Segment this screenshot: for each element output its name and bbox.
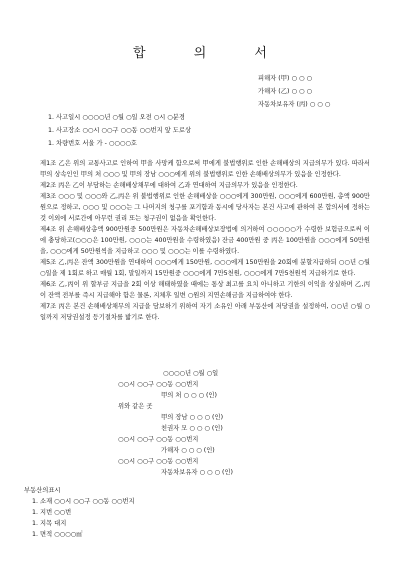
signature-victim-wife: 甲의 처 ○ ○ ○ (인) — [161, 392, 217, 399]
signature-date: ○○○○년 ○월 ○일 — [163, 370, 219, 377]
property-item: 1. 지목 대지 — [32, 520, 67, 527]
signature-same-address: 위와 같은 곳 — [118, 403, 153, 410]
property-item: 1. 소재 ○○시 ○○구 ○○동 ○○번지 — [32, 498, 135, 505]
signature-perpetrator: 가해자 ○ ○ ○ (인) — [161, 447, 215, 454]
accident-date: 1. 사고일시 ○○○○년 ○월 ○일 오전 ○시 ○분경 — [48, 114, 185, 121]
article-2: 제2조 丙은 乙이 부담하는 손해배상채무에 대하여 乙과 연대하여 지급의무가 있음을 인정한다. — [40, 182, 298, 189]
accident-place: 1. 사고장소 ○○시 ○○구 ○○동 ○○번지 앞 도로상 — [48, 127, 192, 134]
party-perpetrator: 가해자 (乙) ○ ○ ○ — [258, 88, 312, 95]
article-3: 제3조 ○○○ 및 ○○○와 乙,丙은 위 불법행위로 인한 손해배상을 ○○○에게 300만원, ○○○에게 600만원, 총액 900만원으로 정하고, ○○○ 및 ○○○는 그 나머지의 청구를 포기함과 동시에 당사자는 본건 사고에 관하여 본 합의서에 정하는 것 이외에 서로간에 아무런 권리 또는 청구권이 없음을 확인한다. — [40, 193, 370, 222]
signature-address-2: ○○시 ○○구 ○○동 ○○번지 — [118, 436, 199, 443]
property-item: 1. 면적 ○○○○㎡ — [32, 531, 83, 538]
article-7: 제7조 丙은 본건 손해배상채무의 지급을 담보하기 위하여 자기 소유인 아래 부동산에 저당권을 설정하여, ○○년 ○월 ○일까지 저당권설정 등기절차를 밟기로 한다. — [40, 303, 370, 321]
article-1: 제1조 乙은 위의 교통사고로 인하여 甲을 사망케 함으로써 甲에게 불법행위로 인한 손해배상의 지급의무가 있다. 따라서 甲의 상속인인 甲의 처 ○○○ 및 甲의 장남 ○○○에게 위의 불법행위로 인한 손해배상의무가 있음을 인정한다. — [40, 160, 370, 178]
document-title: 합 의 서 — [133, 46, 289, 61]
article-list — [40, 158, 370, 323]
party-victim: 피해자 (甲) ○ ○ ○ — [258, 75, 312, 82]
signature-victim-son: 甲의 장남 ○ ○ ○ (인) — [161, 414, 224, 421]
article-4: 제4조 위 손해배상총액 900만원중 500만원은 자동차손해배상보장법에 의거하여 ○○○○○가 수령한 보험금으로써 이에 충당하고(○○○은 100만원, ○○○는 400만원을 수령하였음) 잔금 400만원 중 丙은 100만원을 ○○○에게 50만원을, ○○○에게 50만원씩을 지급하고 ○○○ 및 ○○○는 이를 수령하였다. — [40, 226, 370, 255]
article-6: 제6조 乙,丙이 위 할부금 지급을 2회 이상 해태하였을 때에는 통상 최고를 요치 아니하고 기한의 이익을 상실하며 乙,丙이 잔액 전부를 즉시 지급해야 함은 물론, 지체후 일변 ○원의 지연손해금을 지급하여야 한다. — [40, 281, 370, 299]
party-vehicle-owner: 자동차보유자 (丙) ○ ○ ○ — [258, 101, 331, 108]
accident-vehicle: 1. 차량번호 서울 가 - ○○○○호 — [48, 140, 137, 147]
signature-vehicle-owner: 자동차보유자 ○ ○ ○ (인) — [161, 469, 233, 476]
property-item: 1. 지번 ○○번 — [32, 509, 72, 516]
property-heading: 부동산의표시 — [24, 487, 61, 494]
signature-guardian: 친권자 모 ○ ○ ○ (인) — [161, 425, 223, 432]
signature-address-3: ○○시 ○○구 ○○동 ○○번지 — [118, 458, 199, 465]
signature-address-1: ○○시 ○○구 ○○동 ○○번지 — [118, 381, 199, 388]
article-5: 제5조 乙,丙은 잔액 300만원을 연대하여 ○○○에게 150만원, ○○○에게 150만원을 20회에 분할지급하되 ○○년 ○월 ○일을 제 1회로 하고 매월 1회, 말일까지 15만원중 ○○○에게 7만5천원, ○○○에게 7만5천원씩 지급하기로 한다. — [40, 259, 370, 277]
